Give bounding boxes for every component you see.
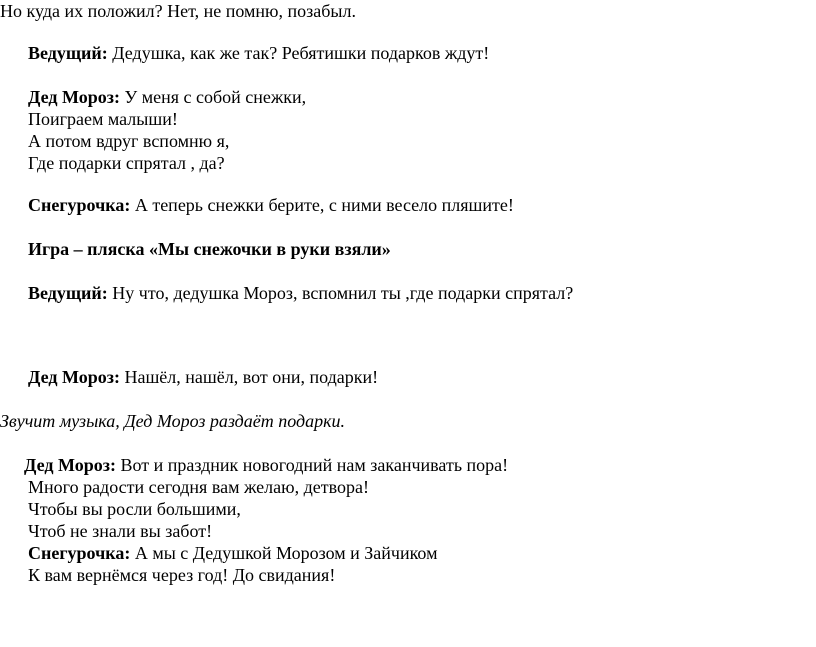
speaker-label: Снегурочка:: [28, 543, 131, 563]
dialogue-line: [28, 194, 514, 216]
dialogue-text: У меня с собой снежки,: [119, 87, 307, 107]
verse-line: А потом вдруг вспомню я,: [28, 131, 230, 151]
dialogue-text: Дедушка, как же так? Ребятишки подарков ждут!: [107, 43, 490, 63]
dialogue-text: А теперь снежки берите, с ними весело пляшите!: [130, 195, 514, 215]
speaker-label: Дед Мороз:: [28, 367, 120, 387]
dialogue-line: [24, 454, 508, 476]
dialogue-text: Ну что, дедушка Мороз, вспомнил ты ,где подарки спрятал?: [107, 283, 574, 303]
verse-line: Много радости сегодня вам желаю, детвора!: [28, 477, 369, 497]
text-line: Но куда их положил? Нет, не помню, позабыл.: [0, 1, 356, 21]
verse-line: Где подарки спрятал , да?: [28, 153, 225, 173]
dialogue-line: [28, 542, 437, 564]
speaker-label: Снегурочка:: [28, 195, 131, 215]
dialogue-text: А мы с Дедушкой Морозом и Зайчиком: [130, 543, 438, 563]
speaker-label: Дед Мороз:: [24, 455, 116, 475]
verse-line: Чтобы вы росли большими,: [28, 499, 241, 519]
dialogue-line: [28, 366, 378, 388]
speaker-label: Ведущий:: [28, 283, 108, 303]
speaker-label: Дед Мороз:: [28, 87, 120, 107]
dialogue-line: [28, 282, 573, 304]
dialogue-text: Вот и праздник новогодний нам заканчивать пора!: [115, 455, 509, 475]
verse-line: К вам вернёмся через год! До свидания!: [28, 565, 336, 585]
dialogue-text: Нашёл, нашёл, вот они, подарки!: [119, 367, 379, 387]
stage-direction: Звучит музыка, Дед Мороз раздаёт подарки.: [0, 411, 346, 431]
verse-line: Чтоб не знали вы забот!: [28, 521, 213, 541]
speaker-label: Ведущий:: [28, 43, 108, 63]
verse-line: Поиграем малыши!: [28, 109, 178, 129]
game-heading: Игра – пляска «Мы снежочки в руки взяли»: [28, 239, 391, 259]
dialogue-line: [28, 42, 489, 64]
dialogue-line: [28, 86, 306, 108]
